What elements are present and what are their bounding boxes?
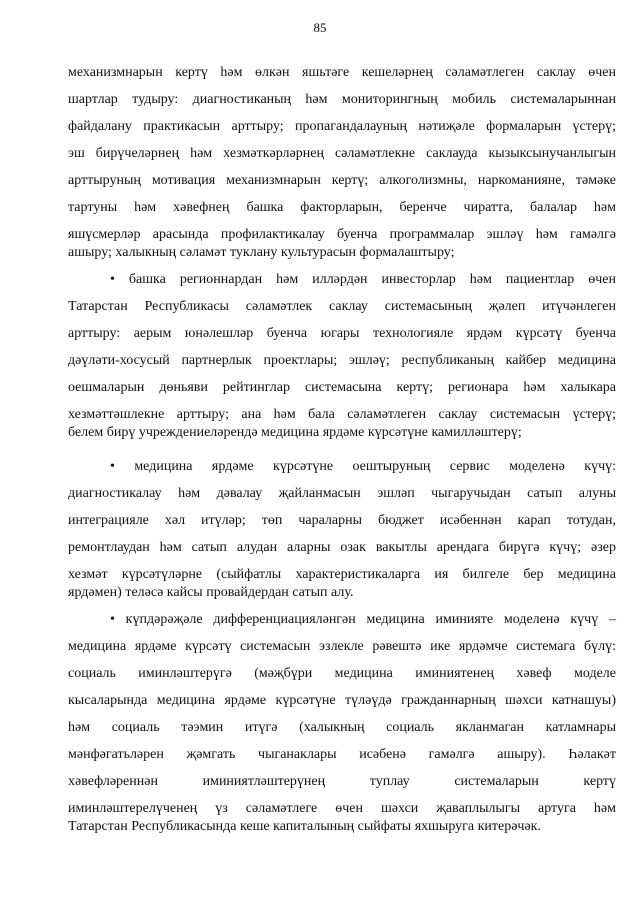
text-line: Татарстан Республикасы сәламәтлек саклау системасының җәлеп итүчәнлеген xyxy=(68,299,616,314)
text-line: мәнфәгатьләрен җәмгать чыганаклары исәбенә гамәлгә ашыру). Һәлакәт xyxy=(68,747,616,762)
text-line: механизмнарын кертү һәм өлкән яшьтәге кешеләрнең сәламәтлеген саклау өчен xyxy=(68,65,616,80)
text-line: социаль иминләштерүгә (мәҗбүри медицина иминиятенең хәвеф моделе xyxy=(68,666,616,681)
text-line: дәүләти-хосусый партнерлык проектлары; эшләү; республиканың кайбер медицина xyxy=(68,353,616,368)
text-line: арттыру: аерым юнәлешләр буенча югары технологияле ярдәм күрсәтү буенча xyxy=(68,326,616,341)
text-line: һәм социаль тәэмин итүгә (халыкның социаль якланмаган катламнары xyxy=(68,720,616,735)
text-line: медицина ярдәме күрсәтү системасын эзлекле рәвештә ике ярдәмче системага бүлү: xyxy=(68,639,616,654)
text-line: хезмәт күрсәтүләрне (сыйфатлы характеристикаларга ия билгеле бер медицина xyxy=(68,567,616,582)
text-line: кысаларында медицина ярдәме күрсәтүне түләүдә гражданнарның шәхси катнашуы) xyxy=(68,693,616,708)
text-line: яшүсмерләр арасында профилактикалау буенча программалар эшләү һәм гамәлгә xyxy=(68,227,616,242)
text-line: • күпдәрәҗәле дифференциацияләнгән медицина иминияте моделенә күчү – xyxy=(110,612,616,627)
text-line: интеграцияле хәл итүләр; төп чараларны бюджет исәбеннән карап тотудан, xyxy=(68,513,616,528)
text-line: Татарстан Республикасында кеше капиталының сыйфаты яхшыруга китерәчәк. xyxy=(68,819,541,834)
page-number: 85 xyxy=(313,20,327,35)
text-line: шартлар тудыру: диагностиканың һәм мониторингның мобиль системаларыннан xyxy=(68,92,616,107)
text-line: файдалану практикасын арттыру; пропагандалауның нәтиҗәле формаларын үстерү; xyxy=(68,119,616,134)
text-line: хәвефләреннән иминиятләштерүнең туплау системаларын кертү xyxy=(68,774,616,789)
text-line: тартуны һәм хәвефнең башка факторларын, беренче чиратта, балалар һәм xyxy=(68,200,616,215)
text-line: ремонтлаудан һәм сатып алудан аларны озак вакытлы арендага бирүгә күчү; әзер xyxy=(68,540,616,555)
text-line: хезмәттәшлекне арттыру; ана һәм бала сәламәтлеген саклау системасын үстерү; xyxy=(68,407,616,422)
text-line: • башка регионнардан һәм илләрдән инвесторлар һәм пациентлар өчен xyxy=(110,272,616,287)
text-line: оешмаларын дөньяви рейтинглар системасына кертү; регионара һәм халыкара xyxy=(68,380,616,395)
text-line: эш бирүчеләрнең һәм хезмәткәрләрнең сәламәтлекне саклауда кызыксынучанлыгын xyxy=(68,146,616,161)
text-line: диагностикалау һәм дәвалау җайланмасын эшләп чыгаручыдан сатып алуны xyxy=(68,486,616,501)
text-line: • медицина ярдәме күрсәтүне оештыруның сервис моделенә күчү: xyxy=(110,459,616,474)
text-line: белем бирү учреждениеләрендә медицина ярдәме күрсәтүне камилләштерү; xyxy=(68,425,522,440)
text-line: ашыру; халыкның сәламәт туклану культурасын формалаштыру; xyxy=(68,245,455,260)
text-line: иминләштерелүченең үз сәламәтлеге өчен шәхси җаваплылыгы артуга һәм xyxy=(68,801,616,816)
text-line: арттыруның мотивация механизмнарын кертү; алкоголизмны, наркоманияне, тәмәке xyxy=(68,173,616,188)
text-line: ярдәмен) теләсә кайсы провайдердан сатып алу. xyxy=(68,585,354,600)
